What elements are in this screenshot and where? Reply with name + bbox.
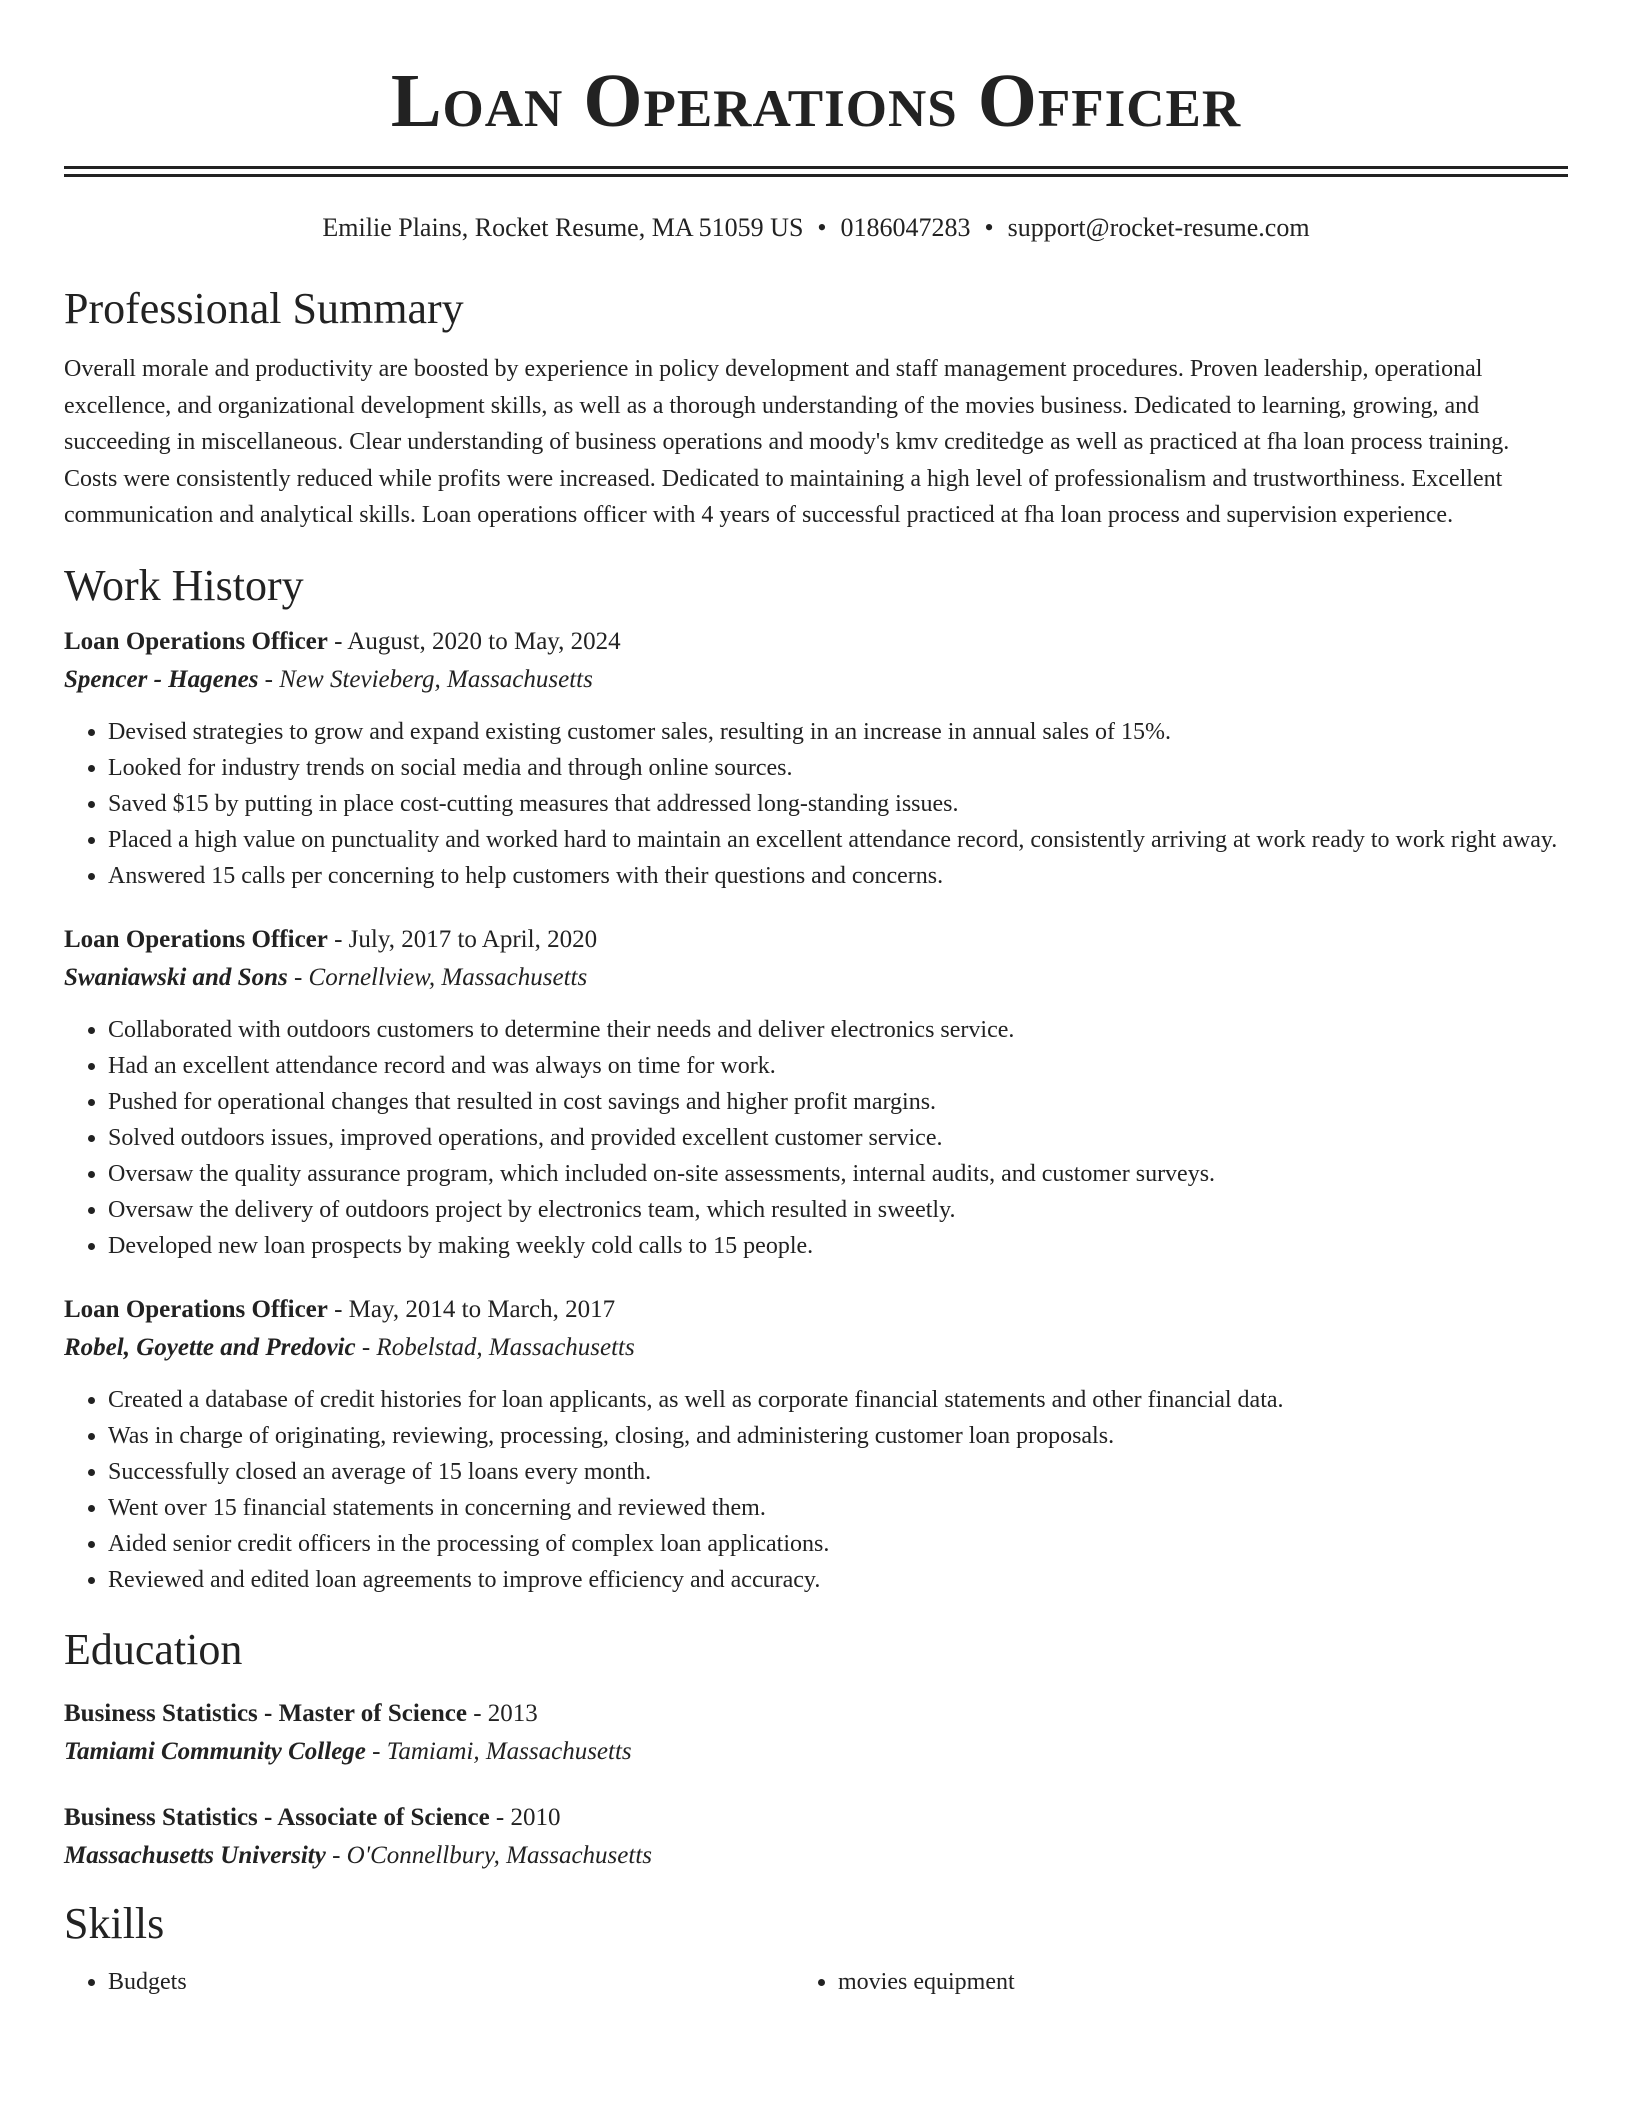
list-item: • Oversaw the quality assurance program, which included on-site assessments, internal audits, and customer surveys. [108, 1156, 1568, 1192]
list-item: • Solved outdoors issues, improved operations, and provided excellent customer service. [108, 1120, 1568, 1156]
list-item: • Looked for industry trends on social media and through online sources. [108, 750, 1568, 786]
job-header [64, 924, 1568, 956]
job-entry [64, 626, 1568, 894]
job-bullets [64, 714, 1568, 894]
job-location: - Cornellview, Massachusetts [287, 963, 588, 991]
contact-phone: 0186047283 [840, 213, 971, 242]
list-item: • Devised strategies to grow and expand existing customer sales, resulting in an increase in annual sales of 15%. [108, 714, 1568, 750]
job-employer [64, 1332, 1568, 1364]
skills-heading: Skills [64, 1898, 165, 1948]
job-title: Loan Operations Officer [64, 925, 328, 953]
education-header [64, 1802, 1568, 1834]
skills-list [64, 1964, 1568, 2000]
job-employer [64, 962, 1568, 994]
contact-separator: • [817, 213, 827, 242]
education-school-line [64, 1840, 1568, 1872]
education-year: - 2010 [489, 1803, 561, 1831]
work-history-section [64, 560, 1568, 1598]
job-header [64, 626, 1568, 658]
education-location: - Tamiami, Massachusetts [365, 1737, 632, 1765]
job-dates: - August, 2020 to May, 2024 [327, 627, 621, 655]
job-location: - New Stevieberg, Massachusetts [258, 665, 593, 693]
skill-item: • Budgets [108, 1964, 838, 2000]
education-school: Massachusetts University [64, 1841, 326, 1869]
job-title: Loan Operations Officer [64, 1295, 328, 1323]
summary-text: Overall morale and productivity are boosted by experience in policy development and staff management procedures. Proven leadership, operational excellence, and organizational development skills, as well as a thorough understanding of the movies business. Dedicated to learning, growing, and succeeding in miscellaneous. Clear understanding of business operations and moody's kmv creditedge as well as practiced at fha loan process training. Costs were consistently reduced while profits were increased. Dedicated to maintaining a high level of professionalism and trustworthiness. Excellent communication and analytical skills. Loan operations officer with 4 years of successful practiced at fha loan process and supervision experience. [64, 356, 1510, 528]
education-degree: Business Statistics - Master of Science [64, 1699, 467, 1727]
list-item: • Created a database of credit histories for loan applicants, as well as corporate financial statements and other financial data. [108, 1382, 1568, 1418]
education-section [64, 1624, 1568, 1872]
education-heading: Education [64, 1624, 243, 1674]
contact-separator: • [984, 213, 994, 242]
title-divider [64, 166, 1568, 177]
list-item: • Had an excellent attendance record and was always on time for work. [108, 1048, 1568, 1084]
education-header [64, 1698, 1568, 1730]
resume-title: Loan Operations Officer [390, 59, 1242, 143]
job-location: - Robelstad, Massachusetts [355, 1333, 635, 1361]
list-item: • Oversaw the delivery of outdoors project by electronics team, which resulted in sweetly. [108, 1192, 1568, 1228]
list-item: • Answered 15 calls per concerning to help customers with their questions and concerns. [108, 858, 1568, 894]
job-entry [64, 1294, 1568, 1598]
job-dates: - May, 2014 to March, 2017 [327, 1295, 616, 1323]
education-school-line [64, 1736, 1568, 1768]
contact-line [64, 213, 1568, 243]
job-entry [64, 924, 1568, 1264]
list-item: • Was in charge of originating, reviewing, processing, closing, and administering customer loan proposals. [108, 1418, 1568, 1454]
list-item: • Developed new loan prospects by making weekly cold calls to 15 people. [108, 1228, 1568, 1264]
contact-email: support@rocket-resume.com [1007, 213, 1310, 242]
list-item: • Successfully closed an average of 15 loans every month. [108, 1454, 1568, 1490]
education-year: - 2013 [466, 1699, 538, 1727]
summary-heading: Professional Summary [64, 284, 464, 333]
education-entry [64, 1802, 1568, 1872]
list-item: • Went over 15 financial statements in concerning and reviewed them. [108, 1490, 1568, 1526]
job-bullets [64, 1012, 1568, 1264]
contact-address: Emilie Plains, Rocket Resume, MA 51059 US [322, 213, 804, 242]
list-item: • Placed a high value on punctuality and worked hard to maintain an excellent attendance record, consistently arriving at work ready to work right away. [108, 822, 1568, 858]
education-school: Tamiami Community College [64, 1737, 366, 1765]
list-item: • Aided senior credit officers in the processing of complex loan applications. [108, 1526, 1568, 1562]
list-item: • Collaborated with outdoors customers to determine their needs and deliver electronics service. [108, 1012, 1568, 1048]
job-dates: - July, 2017 to April, 2020 [327, 925, 598, 953]
education-entry [64, 1698, 1568, 1768]
list-item: • Saved $15 by putting in place cost-cutting measures that addressed long-standing issues. [108, 786, 1568, 822]
job-company: Swaniawski and Sons [64, 963, 288, 991]
job-company: Spencer - Hagenes [64, 665, 259, 693]
education-degree: Business Statistics - Associate of Science [64, 1803, 490, 1831]
job-header [64, 1294, 1568, 1326]
job-title: Loan Operations Officer [64, 627, 328, 655]
skills-section [64, 1898, 1568, 2000]
summary-section [64, 283, 1568, 534]
job-company: Robel, Goyette and Predovic [64, 1333, 356, 1361]
education-location: - O'Connellbury, Massachusetts [325, 1841, 653, 1869]
work-history-heading: Work History [64, 560, 304, 610]
job-employer [64, 664, 1568, 696]
job-bullets [64, 1382, 1568, 1598]
skill-item: • movies equipment [838, 1964, 1568, 2000]
list-item: • Reviewed and edited loan agreements to improve efficiency and accuracy. [108, 1562, 1568, 1598]
list-item: • Pushed for operational changes that resulted in cost savings and higher profit margins. [108, 1084, 1568, 1120]
